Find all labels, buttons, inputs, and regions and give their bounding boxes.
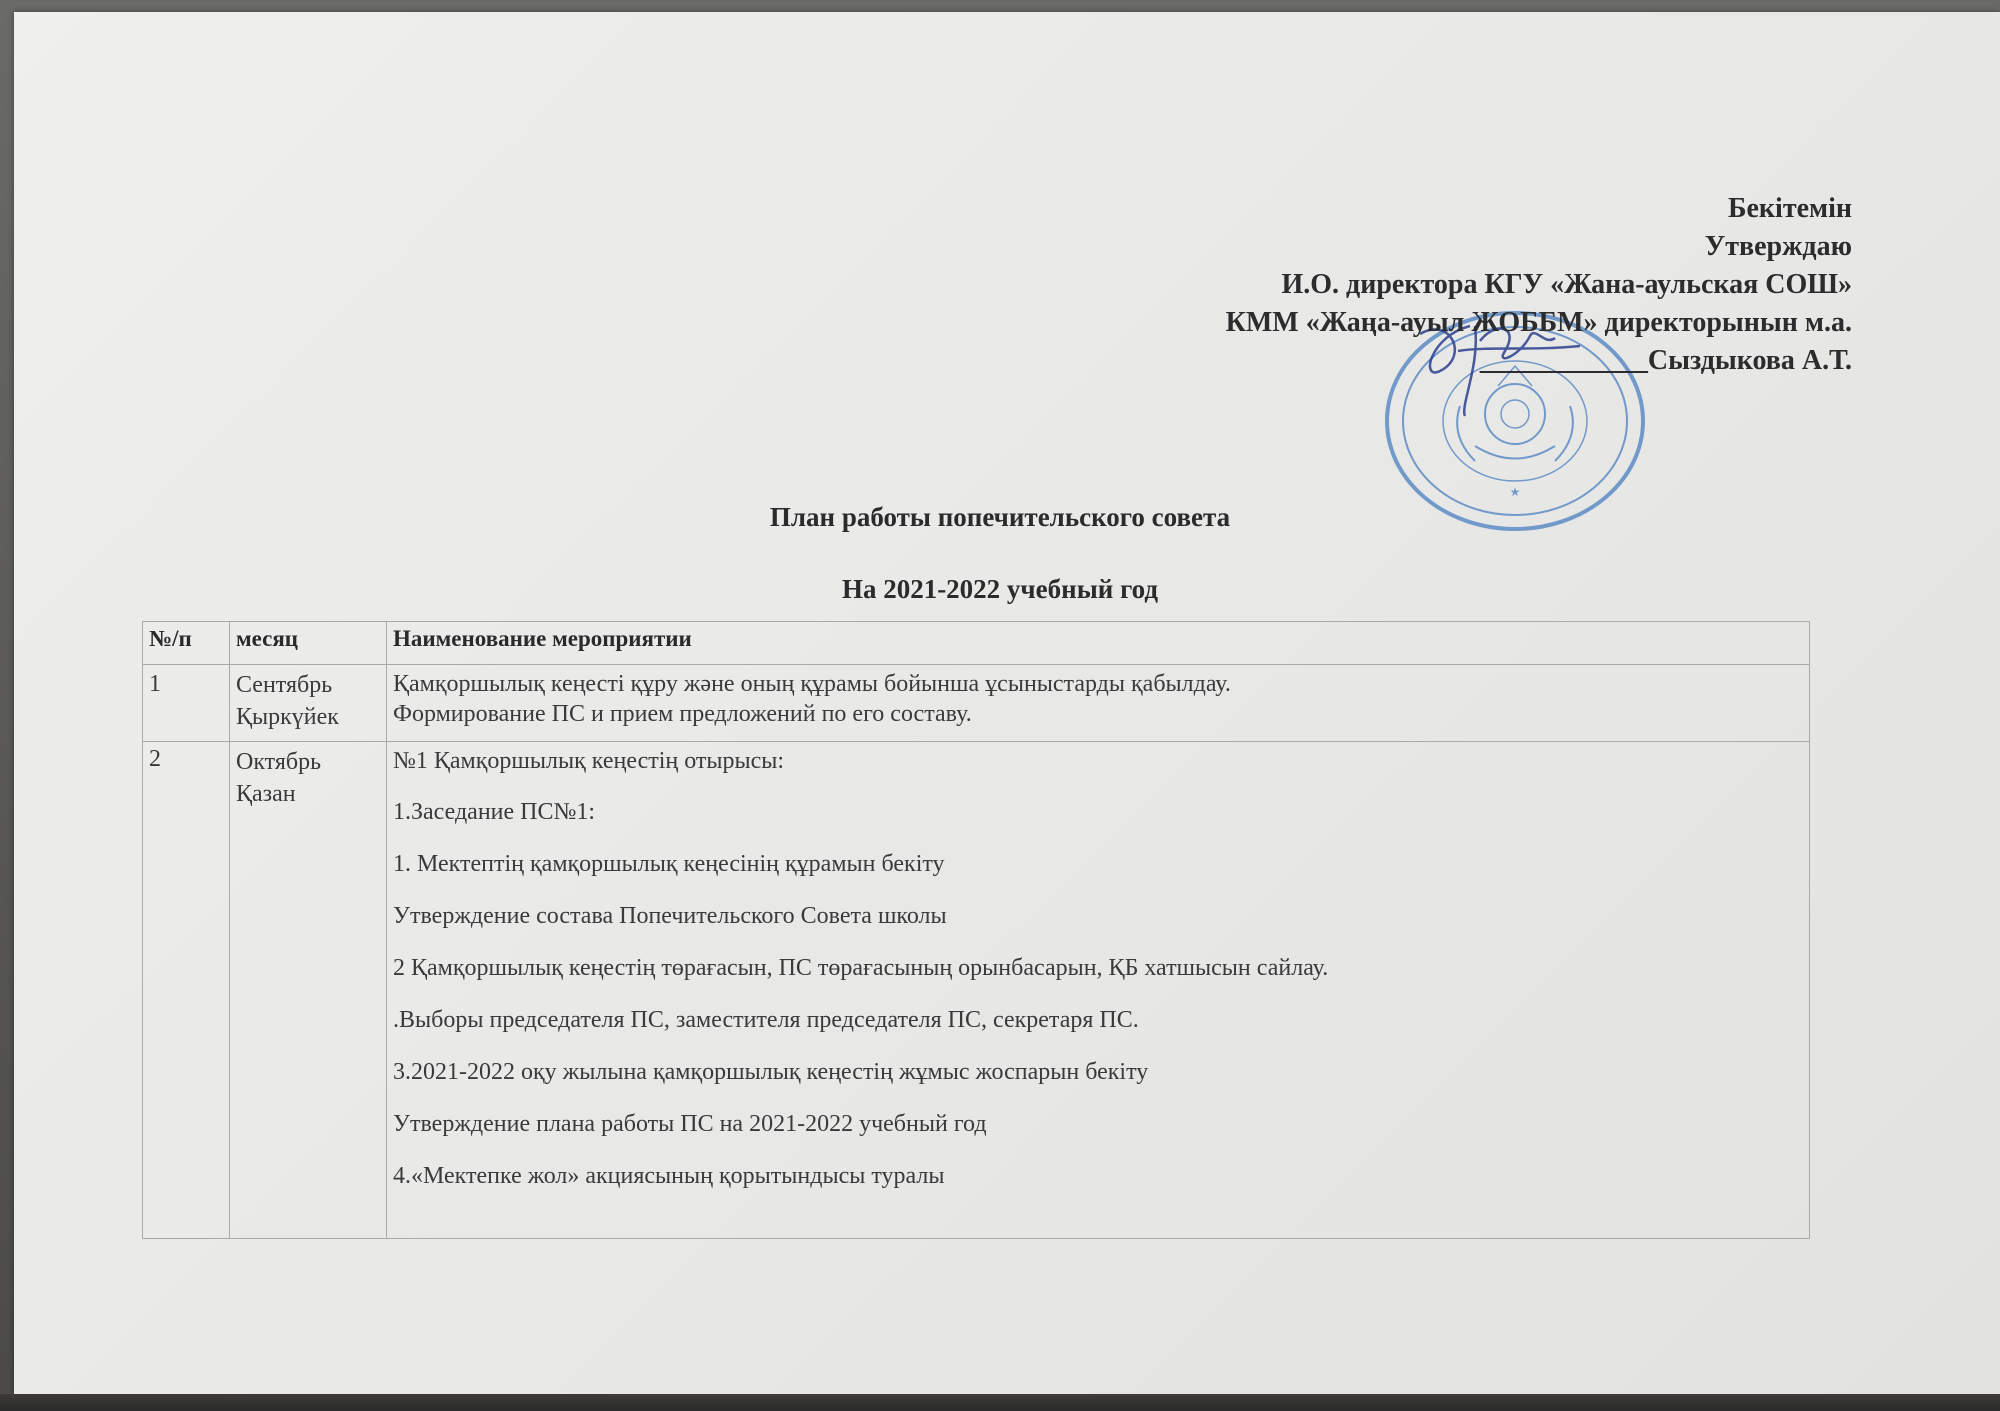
- month-ru: Сентябрь: [236, 672, 333, 698]
- event-line: №1 Қамқоршылық кеңестің отырысы:: [393, 748, 785, 774]
- row-number: 2: [143, 742, 230, 1239]
- row-number: 1: [143, 665, 230, 742]
- month-ru: Октябрь: [236, 749, 322, 775]
- approval-director-kz: КММ «Жаңа-ауыл ЖОББМ» директорынын м.а.: [1225, 307, 1852, 338]
- event-line: .Выборы председателя ПС, заместителя председателя ПС, секретаря ПС.: [393, 1007, 1139, 1033]
- header-number: №/п: [143, 622, 230, 665]
- plan-table: [142, 621, 1810, 1239]
- approval-signature-line: ____________Сыздыкова А.Т.: [1479, 345, 1852, 376]
- table-row: [143, 742, 1810, 1239]
- row-month: [230, 742, 387, 1239]
- event-line: 1. Мектептің қамқоршылық кеңесінің құрамын бекіту: [393, 851, 945, 877]
- month-kz: Қыркүйек: [236, 704, 339, 730]
- event-line: Формирование ПС и прием предложений по его составу.: [393, 701, 972, 727]
- table-header-row: [143, 622, 1810, 665]
- approval-line-kz: Бекітемін: [1727, 193, 1852, 224]
- document-title: План работы попечительского совета: [769, 502, 1231, 532]
- approval-block: [952, 190, 1852, 380]
- approval-line-ru: Утверждаю: [1704, 231, 1852, 262]
- header-month: месяц: [230, 622, 387, 665]
- row-events: [387, 742, 1810, 1239]
- event-line: Утверждение плана работы ПС на 2021-2022 учебный год: [393, 1111, 987, 1137]
- month-kz: Қазан: [236, 781, 296, 807]
- event-line: 2 Қамқоршылық кеңестің төрағасын, ПС төрағасының орынбасарын, ҚБ хатшысын сайлау.: [393, 955, 1329, 981]
- svg-text:★: ★: [1509, 485, 1521, 499]
- table-edge: [0, 1394, 2000, 1411]
- document-subtitle: На 2021-2022 учебный год: [841, 574, 1159, 604]
- event-line: 3.2021-2022 оқу жылына қамқоршылық кеңестің жұмыс жоспарын бекіту: [393, 1059, 1149, 1085]
- row-events: [387, 665, 1810, 742]
- event-line: Қамқоршылық кеңесті құру және оның құрамы бойынша ұсыныстарды қабылдау.: [393, 671, 1231, 697]
- event-line: Утверждение состава Попечительского Совета школы: [393, 903, 947, 929]
- row-month: [230, 665, 387, 742]
- approval-director-ru: И.О. директора КГУ «Жана-аульская СОШ»: [1281, 269, 1852, 300]
- event-line: 1.Заседание ПС№1:: [393, 799, 596, 825]
- event-line: 4.«Мектепке жол» акциясының қорытындысы туралы: [393, 1163, 945, 1189]
- header-event: Наименование мероприятии: [387, 622, 1810, 665]
- table-row: [143, 665, 1810, 742]
